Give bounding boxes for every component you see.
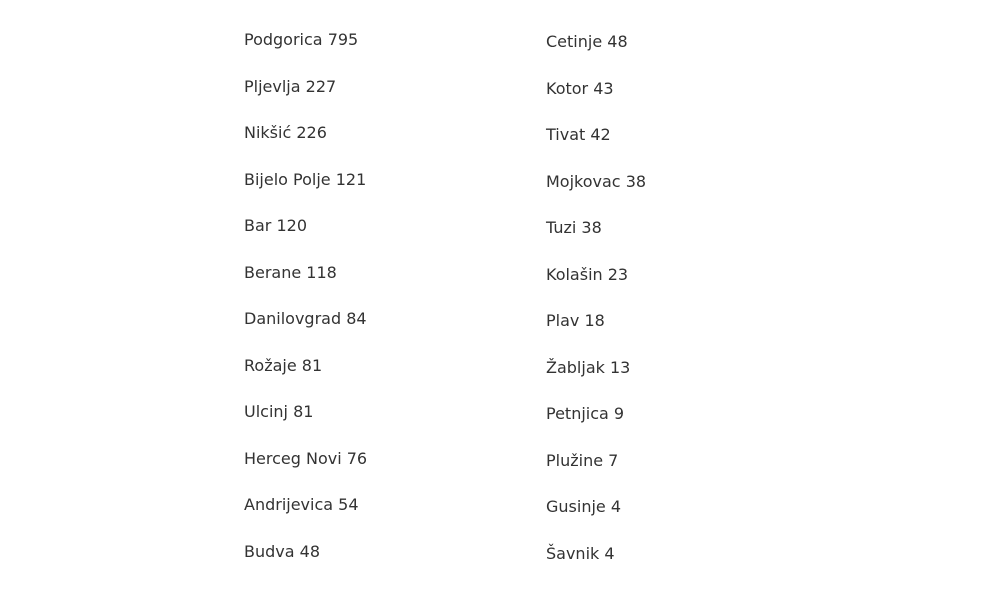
municipality-name: Ulcinj xyxy=(244,402,288,421)
municipality-name: Plav xyxy=(546,311,579,330)
municipality-count: 76 xyxy=(347,449,367,468)
list-item xyxy=(546,450,646,497)
list-item xyxy=(244,215,367,262)
list-item xyxy=(546,310,646,357)
list-item xyxy=(546,403,646,450)
municipality-name: Žabljak xyxy=(546,358,605,377)
municipality-count: 18 xyxy=(584,311,604,330)
municipality-count: 13 xyxy=(610,358,630,377)
municipality-name: Petnjica xyxy=(546,404,609,423)
municipality-name: Mojkovac xyxy=(546,172,621,191)
municipality-name: Rožaje xyxy=(244,356,297,375)
municipality-count: 120 xyxy=(276,216,307,235)
municipality-name: Berane xyxy=(244,263,301,282)
municipality-name: Bar xyxy=(244,216,271,235)
list-item xyxy=(546,124,646,171)
municipality-name: Pljevlja xyxy=(244,77,301,96)
municipality-name: Tivat xyxy=(546,125,585,144)
municipality-name: Bijelo Polje xyxy=(244,170,331,189)
list-item xyxy=(546,78,646,125)
municipality-count: 4 xyxy=(611,497,621,516)
list-item xyxy=(546,543,646,589)
municipality-list-right xyxy=(546,31,646,589)
municipality-count: 54 xyxy=(338,495,358,514)
municipality-count: 84 xyxy=(346,309,366,328)
municipality-count: 38 xyxy=(581,218,601,237)
list-item xyxy=(546,357,646,404)
list-item xyxy=(244,355,367,402)
list-item xyxy=(244,308,367,355)
list-item xyxy=(546,217,646,264)
municipality-name: Cetinje xyxy=(546,32,602,51)
list-item xyxy=(244,29,367,76)
list-item xyxy=(546,171,646,218)
municipality-count: 7 xyxy=(608,451,618,470)
municipality-count: 118 xyxy=(306,263,337,282)
list-item xyxy=(244,122,367,169)
list-item xyxy=(546,496,646,543)
municipality-count: 42 xyxy=(590,125,610,144)
municipality-name: Plužine xyxy=(546,451,603,470)
municipality-name: Kolašin xyxy=(546,265,603,284)
municipality-name: Nikšić xyxy=(244,123,291,142)
municipality-name: Šavnik xyxy=(546,544,599,563)
list-item xyxy=(244,262,367,309)
list-item xyxy=(244,401,367,448)
municipality-name: Kotor xyxy=(546,79,588,98)
municipality-count: 38 xyxy=(626,172,646,191)
municipality-name: Herceg Novi xyxy=(244,449,342,468)
municipality-name: Gusinje xyxy=(546,497,606,516)
municipality-name: Podgorica xyxy=(244,30,323,49)
municipality-count: 795 xyxy=(328,30,359,49)
municipality-count: 48 xyxy=(607,32,627,51)
list-item xyxy=(244,494,367,541)
list-item xyxy=(546,31,646,78)
list-item xyxy=(546,264,646,311)
municipality-count: 4 xyxy=(604,544,614,563)
list-item xyxy=(244,76,367,123)
municipality-count: 121 xyxy=(336,170,367,189)
municipality-name: Danilovgrad xyxy=(244,309,341,328)
list-item xyxy=(244,448,367,495)
municipality-count: 9 xyxy=(614,404,624,423)
municipality-count: 226 xyxy=(296,123,327,142)
list-item xyxy=(244,541,367,588)
municipality-name: Andrijevica xyxy=(244,495,333,514)
municipality-count: 227 xyxy=(306,77,337,96)
municipality-list-left xyxy=(244,29,367,587)
municipality-name: Tuzi xyxy=(546,218,576,237)
list-item xyxy=(244,169,367,216)
municipality-count: 48 xyxy=(300,542,320,561)
municipality-count: 81 xyxy=(302,356,322,375)
municipality-count: 81 xyxy=(293,402,313,421)
municipality-name: Budva xyxy=(244,542,295,561)
municipality-count: 23 xyxy=(608,265,628,284)
municipality-count: 43 xyxy=(593,79,613,98)
